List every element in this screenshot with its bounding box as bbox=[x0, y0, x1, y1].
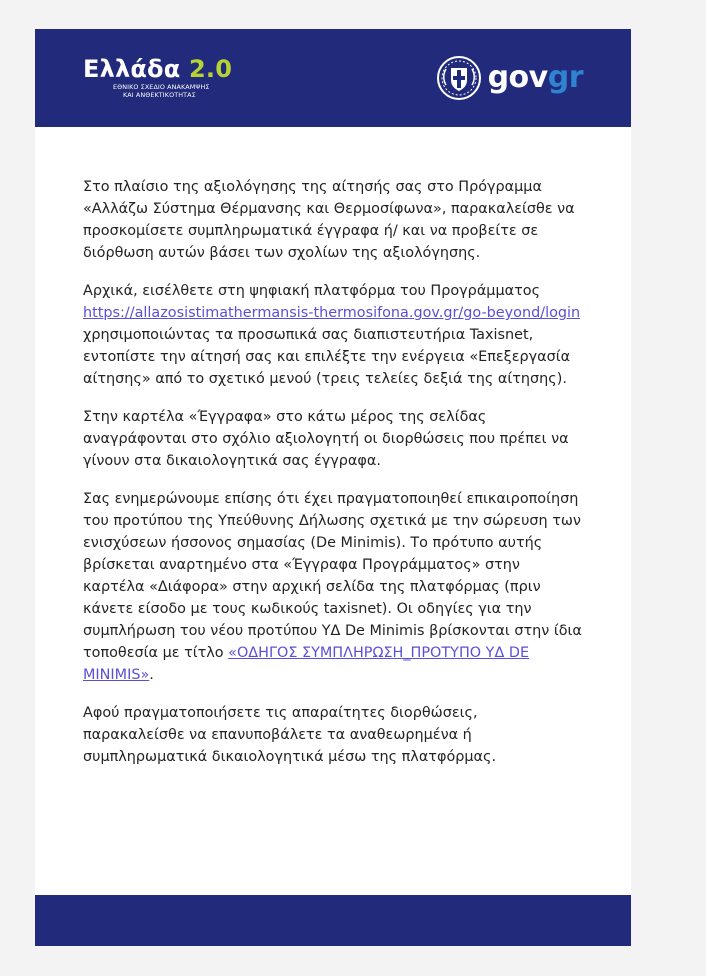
govgr-wordmark bbox=[487, 60, 583, 95]
paragraph-documents-tab: Στην καρτέλα «Έγγραφα» στο κάτω μέρος της σελίδας αναγράφονται στο σχόλιο αξιολογητή οι διορθώσεις που πρέπει να γίνουν στα δικαιολογητικά σας έγγραφα. bbox=[83, 409, 569, 469]
paragraph-de-minimis bbox=[83, 488, 583, 686]
govgr-logo bbox=[436, 55, 583, 101]
brand-title bbox=[83, 55, 232, 83]
brand-name: Ελλάδα bbox=[83, 55, 189, 83]
greek-coat-of-arms-icon bbox=[436, 55, 482, 101]
platform-login-link[interactable]: https://allazosistimathermansis-thermosifona.gov.gr/go-beyond/login bbox=[83, 305, 581, 321]
p4-text-after: . bbox=[149, 667, 154, 683]
de-minimis-guide-link[interactable]: «ΟΔΗΓΟΣ ΣΥΜΠΛΗΡΩΣΗ_ΠΡΟΤΥΠΟ ΥΔ DE MINIMIS» bbox=[83, 645, 530, 683]
gov-text: gov bbox=[487, 60, 548, 95]
gr-text: gr bbox=[547, 60, 583, 95]
email-header bbox=[35, 29, 631, 127]
greece-2-0-logo bbox=[83, 55, 232, 99]
p2-text-after: χρησιμοποιώντας τα προσωπικά σας διαπιστευτήρια Taxisnet, εντοπίστε την αίτησή σας και επιλέξτε την ενέργεια «Επεξεργασία αίτησης» από το σχετικό μενού (τρεις τελείες δεξιά της αίτησης). bbox=[83, 327, 571, 387]
email-footer bbox=[35, 895, 631, 946]
email-message bbox=[35, 29, 631, 946]
email-body bbox=[35, 127, 631, 768]
p2-text-before: Αρχικά, εισέλθετε στη ψηφιακή πλατφόρμα του Προγράμματος bbox=[83, 283, 541, 299]
paragraph-login-instructions bbox=[83, 280, 583, 390]
brand-subtitle-line2: ΚΑΙ ΑΝΘΕΚΤΙΚΟΤΗΤΑΣ bbox=[123, 91, 196, 99]
p4-text-before: Σας ενημερώνουμε επίσης ότι έχει πραγματοποιηθεί επικαιροποίηση του προτύπου της Υπεύθυνης Δήλωσης σχετικά με την σώρευση των ενισχύσεων ήσσονος σημασίας (De Minimis). Το πρότυπο αυτής βρίσκεται αναρτημένο στα «Έγγραφα Προγράμματος» στην καρτέλα «Διάφορα» στην αρχική σελίδα της πλατφόρμας (πριν κάνετε είσοδο με τους κωδικούς taxisnet). Οι οδηγίες για την συμπλήρωση του νέου προτύπου ΥΔ De Minimis βρίσκονται στην ίδια τοποθεσία με τίτλο bbox=[83, 491, 582, 661]
paragraph-intro: Στο πλαίσιο της αξιολόγησης της αίτησής σας στο Πρόγραμμα «Αλλάζω Σύστημα Θέρμανσης και Θερμοσίφωνα», παρακαλείσθε να προσκομίσετε συμπληρωματικά έγγραφα ή/ και να προβείτε σε διόρθωση αυτών βάσει των σχολίων της αξιολόγησης. bbox=[83, 179, 575, 261]
brand-version: 2.0 bbox=[189, 55, 233, 83]
paragraph-resubmit: Αφού πραγματοποιήσετε τις απαραίτητες διορθώσεις, παρακαλείσθε να επανυποβάλετε τα αναθεωρημένα ή συμπληρωματικά δικαιολογητικά μέσω της πλατφόρμας. bbox=[83, 705, 497, 765]
brand-subtitle-line1: ΕΘΝΙΚΟ ΣΧΕΔΙΟ ΑΝΑΚΑΜΨΗΣ bbox=[113, 83, 210, 91]
